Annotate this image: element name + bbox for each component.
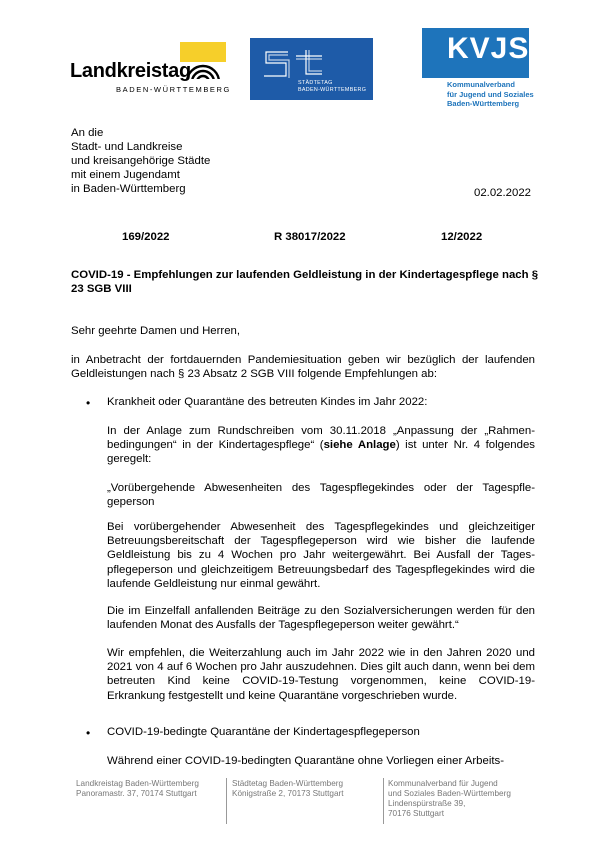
address-line: und kreisangehörige Städte: [71, 155, 211, 167]
attachment-reference: siehe Anlage: [323, 439, 396, 452]
landkreistag-subtitle: BADEN-WÜRTTEMBERG: [116, 85, 231, 94]
salutation: Sehr geehrte Damen und Herren,: [71, 325, 241, 337]
footer-kvjs: [388, 779, 511, 819]
kvjs-box: [422, 28, 529, 78]
kvjs-logo: [422, 28, 534, 112]
landkreistag-name: Landkreistag: [70, 60, 191, 82]
kvjs-line1: Kommunalverband: [447, 80, 515, 89]
staedtetag-logo: [250, 38, 373, 100]
address-line: Stadt- und Landkreise: [71, 141, 183, 153]
bullet1-paragraph1: [107, 424, 535, 467]
footer-line: 70176 Stuttgart: [388, 809, 444, 818]
intro-paragraph: in Anbetracht der fortdauernden Pandemiesituation geben wir bezüglich der laufenden Geldleistungen nach § 23 Absatz 2 SGB VIII folgende Empfehlungen ab:: [71, 354, 535, 381]
footer-line: und Soziales Baden-Württemberg: [388, 789, 511, 798]
staedtetag-line2: BADEN-WÜRTTEMBERG: [298, 87, 367, 93]
footer-line: Kommunalverband für Jugend: [388, 779, 498, 788]
quote-heading: „Vorübergehende Abwesenheiten des Tagespflegekindes oder der Tagespflegeperson: [107, 482, 535, 509]
reference-staedtetag: R 38017/2022: [274, 231, 346, 243]
reference-landkreistag: 169/2022: [122, 231, 170, 243]
staedtetag-st-mark-icon: [264, 50, 324, 78]
footer-line: Landkreistag Baden-Württemberg: [76, 779, 199, 788]
kvjs-line3: Baden-Württemberg: [447, 99, 520, 108]
subject-line: COVID-19 - Empfehlungen zur laufenden Geldleistung in der Kindertagespflege nach § 23 SGB VIII: [71, 269, 539, 295]
recommendation-paragraph: Wir empfehlen, die Weiterzahlung auch im Jahr 2022 wie in den Jahren 2020 und 2021 von 4 auf 6 Wochen pro Jahr auszudehnen. Dies gilt auch dann, wenn bei dem betreuten Kind keine COVID-19-Testung vorgenommen, keine COVID-19-Erkrankung festgestellt und keine Quarantäne vorgeschrieben wurde.: [107, 647, 535, 702]
quote-paragraph1: Bei vorübergehender Abwesenheit des Tagespflegekindes und gleichzeitiger Betreuungsbereitschaft der Tagespflegeperson wird wie bisher die laufende Geldleistung bis zu 4 Wochen pro Jahr weitergewährt. Bei Ausfall der Tagespflegeperson und gleichzeitigem Betreuungsbedarf des Tagespflegekindes wird die laufende Geldleistung nur einmal gewährt.: [107, 521, 535, 590]
footer-line: Lindenspürstraße 39,: [388, 799, 466, 808]
address-line: An die: [71, 127, 104, 139]
kvjs-line2: für Jugend und Soziales: [447, 89, 534, 99]
footer-line: Königstraße 2, 70173 Stuttgart: [232, 789, 344, 798]
quote-paragraph2: Die im Einzelfall anfallenden Beiträge zu den Sozialversicherungen werden für den laufenden Monat des Ausfalls der Tagespflegeperson weiter gewährt.“: [107, 605, 535, 632]
letter-date: 02.02.2022: [474, 187, 532, 199]
footer-divider: [383, 778, 384, 824]
landkreistag-logo: [70, 42, 230, 94]
bullet-icon: •: [86, 396, 91, 410]
footer-staedtetag: [232, 779, 344, 799]
bullet2-heading: COVID-19-bedingte Quarantäne der Kindertagespflegeperson: [107, 726, 420, 738]
paragraph-text: ) ist unter Nr. 4 folgendes geregelt:: [107, 439, 535, 466]
reference-kvjs: 12/2022: [441, 231, 483, 243]
bullet2-paragraph1: Während einer COVID-19-bedingten Quarantäne ohne Vorliegen einer Arbeits-: [107, 755, 505, 767]
bullet1-heading: Krankheit oder Quarantäne des betreuten Kindes im Jahr 2022:: [107, 396, 428, 408]
footer-line: Panoramastr. 37, 70174 Stuttgart: [76, 789, 197, 798]
footer-divider: [226, 778, 227, 824]
bullet-icon: •: [86, 726, 91, 740]
staedtetag-line1: STÄDTETAG: [298, 80, 333, 86]
address-line: mit einem Jugendamt: [71, 169, 180, 181]
kvjs-letters: KVJS: [447, 32, 530, 65]
address-line: in Baden-Württemberg: [71, 183, 186, 195]
kvjs-subtitle: [447, 80, 534, 109]
paragraph-text: In der Anlage zum Rundschreiben vom 30.11.2018 „Anpassung der „Rahmenbedingungen“ in der Kindertagespflege“ (: [107, 425, 535, 452]
recipient-address: [71, 126, 210, 196]
footer-line: Städtetag Baden-Württemberg: [232, 779, 344, 788]
footer-landkreistag: [76, 779, 199, 799]
staedtetag-text: [298, 80, 366, 94]
